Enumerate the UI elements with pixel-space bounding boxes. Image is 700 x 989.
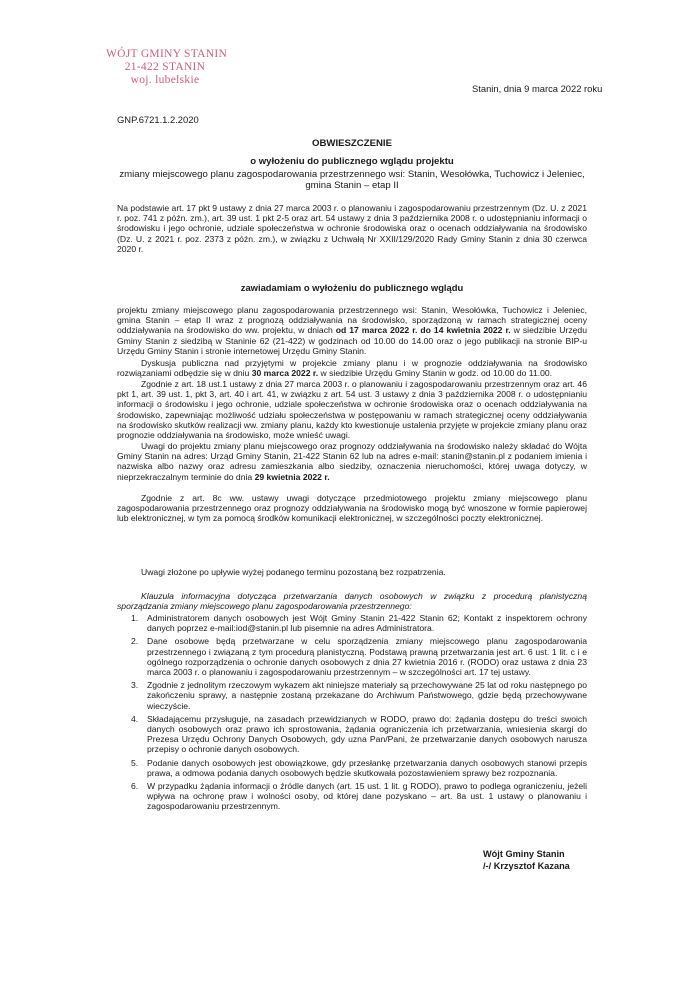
list-item-number: 1. [131, 613, 139, 623]
gdpr-clause-list [117, 613, 587, 815]
document-subtitle: o wyłożeniu do publicznego wglądu projektu [250, 156, 454, 167]
list-item [117, 781, 587, 812]
stamp-line-postal: 21-422 STANIN [124, 61, 206, 73]
list-item [117, 613, 587, 633]
list-item [117, 714, 587, 755]
list-item-text: Dane osobowe będą przetwarzane w celu sporządzenia zmiany miejscowego planu zagospodarowania przestrzennego i związaną z tym procedurą planistyczną. Podstawą prawną przetwarzania jest art. 6 ust. 1 lit. c i e ogólnego rozporządzenia o ochronie danych osobowych z dnia 27 kwietnia 2016 r. (RODO) oraz ustawa z dnia 23 marca 2003 r. o planowaniu i zagospodarowaniu przestrzennym – w szczególności art. 17 tej ustawy. [147, 636, 587, 678]
signature-name: /-/ Krzysztof Kazana [483, 861, 570, 871]
exhibition-text-2: w siedzibie Urzędu Gminy Stanin z siedzibą w Staninie 62 (21-422) w godzinach od 10.00 do 14.00 oraz o jego publikacji na stronie BIP-u Urzędu Gminy Stanin i stronie internetowej Urzędu Gminy Stanin. [117, 325, 587, 356]
discussion-paragraph [117, 358, 587, 378]
document-title: OBWIESZCZENIE [312, 138, 392, 149]
list-item [117, 758, 587, 778]
list-item-number: 2. [131, 636, 139, 647]
list-item-number: 6. [131, 781, 139, 792]
discussion-text-2: w siedzibie Urzędu Gminy Stanin w godz. od 10.00 do 11.00. [318, 368, 553, 379]
list-item-number: 3. [131, 680, 139, 691]
exhibition-text-1: projektu zmiany miejscowego planu zagospodarowania przestrzennego wsi: Stanin, Wesołówka, Tuchowicz i Jeleniec, gmina Stanin – etap II wraz z prognozą oddziaływania na środowisko, sporządzoną w ramach strategicznej oceny oddziaływania na środowisko do ww. projektu, w dniach [117, 305, 587, 336]
reference-number: GNP.6721.1.2.2020 [117, 114, 199, 125]
comments-right-paragraph: Zgodnie z art. 18 ust.1 ustawy z dnia 27 marca 2003 r. o planowaniu i zagospodarowaniu przestrzennym oraz art. 46 pkt 1, art. 39 ust. 1, pkt 3, art. 40 i art. 41, w związku z art. 54 ust. 3 ustawy z dnia 3 października 2008 r. o udostępnianiu informacji o środowisku i jego ochronie, udziale społeczeństwa w ochronie środowiska oraz o ocenach oddziaływania na środowisko, zapewniając możliwość udziału społeczeństwa w postępowaniu w ramach strategicznej oceny oddziaływania na środowisko skutków realizacji ww. zmiany planu, każdy kto kwestionuje ustalenia przyjęte w projekcie zmiany planu oraz prognozie oddziaływania na środowisko, może wnieść uwagi. [117, 379, 587, 441]
notice-heading: zawiadamiam o wyłożeniu do publicznego wglądu [240, 282, 464, 293]
exhibition-dates: od 17 marca 2022 r. do 14 kwietnia 2022 r. [335, 325, 511, 336]
discussion-text-1: Dyskusja publiczna nad przyjętymi w projekcie zmiany planu i w prognozie oddziaływania na środowisko rozwiązaniami odbędzie się w dniu [117, 358, 587, 379]
exhibition-paragraph [117, 305, 587, 356]
stamp-line-office: WÓJT GMINY STANIN [106, 48, 228, 60]
comments-form-paragraph: Zgodnie z art. 8c ww. ustawy uwagi dotyczące przedmiotowego projektu zmiany miejscowego planu zagospodarowania przestrzennego oraz prognozy oddziaływania na środowisko mogą być wnoszone w formie papierowej lub elektronicznej, w tym za pomocą środków komunikacji elektronicznej, w szczególności poczty elektronicznej. [117, 493, 587, 524]
discussion-date: 30 marca 2022 r. [251, 368, 319, 379]
signature-block [483, 848, 570, 872]
office-stamp [106, 48, 228, 87]
list-item-text: W przypadku żądania informacji o źródle danych (art. 15 ust. 1 lit. g RODO), prawo to podlega ograniczeniu, jeżeli wpływa na ochronę praw i wolności osoby, od której dane pozyskano – art. 8a ust. 1 ustawy o planowaniu i zagospodarowaniu przestrzennym. [147, 781, 587, 812]
list-item-text: Składającemu przysługuje, na zasadach przewidzianych w RODO, prawo do: żądania dostępu do treści swoich danych osobowych oraz prawo ich sprostowania, żądania ograniczenia ich przetwarzania, wniesienia skargi do Prezesa Urzędu Ochrony Danych Osobowych, gdy uzna Pan/Pani, że przetwarzanie danych osobowych narusza przepisy o ochronie danych osobowych. [147, 713, 587, 755]
gdpr-clause-intro: Klauzula informacyjna dotycząca przetwarzania danych osobowych w związku z procedurą planistyczną sporządzania zmiany miejscowego planu zagospodarowania przestrzennego: [117, 591, 587, 612]
stamp-line-voivodeship: woj. lubelskie [130, 74, 200, 86]
list-item-text: Administratorem danych osobowych jest Wójt Gminy Stanin 21-422 Stanin 62; Kontakt z inspektorem ochrony danych poprzez e-mail:iod@stanin.pl lub pisemnie na adres Administratora. [147, 613, 587, 634]
late-comments-paragraph: Uwagi złożone po upływie wyżej podanego terminu pozostaną bez rozpatrzenia. [141, 567, 446, 577]
legal-basis-paragraph: Na podstawie art. 17 pkt 9 ustawy z dnia 27 marca 2003 r. o planowaniu i zagospodarowaniu przestrzennym (Dz. U. z 2021 r. poz. 741 z późn. zm.), art. 39 ust. 1 pkt 2-5 oraz art. 54 ustawy z dnia 3 października 2008 r. o udostępnianiu informacji o środowisku i jego ochronie, udziale społeczeństwa w ochronie środowiska oraz o ocenach oddziaływania na środowisko (Dz. U. z 2021 r. poz. 2373 z późn. zm.), w związku z Uchwałą Nr XXII/129/2020 Rady Gminy Stanin z dnia 30 czerwca 2020 r. [117, 203, 587, 254]
comments-submission-paragraph [117, 441, 587, 482]
submission-deadline: 29 kwietnia 2022 r. [254, 471, 330, 482]
signature-title: Wójt Gminy Stanin [483, 849, 565, 859]
document-subject: zmiany miejscowego planu zagospodarowania przestrzennego wsi: Stanin, Wesołówka, Tuchowicz i Jeleniec, gmina Stanin – etap II [119, 169, 585, 191]
document-date: Stanin, dnia 9 marca 2022 roku [472, 83, 603, 94]
list-item-number: 4. [131, 713, 139, 724]
list-item-text: Podanie danych osobowych jest obowiązkowe, gdy przesłankę przetwarzania danych osobowych stanowi przepis prawa, a odmowa podania danych osobowych będzie skutkowała pozostawieniem sprawy bez rozpoznania. [147, 757, 587, 778]
list-item-number: 5. [131, 757, 139, 768]
list-item-text: Zgodnie z jednolitym rzeczowym wykazem akt niniejsze materiały są przechowywane 25 lat od roku następnego po zakończeniu sprawy, a następnie zostaną przekazane do Archiwum Państwowego, gdzie będą przechowywane wieczyście. [147, 680, 587, 711]
list-item [117, 636, 587, 677]
list-item [117, 680, 587, 711]
submission-text-1: Uwagi do projektu zmiany planu miejscowego oraz prognozy oddziaływania na środowisko należy składać do Wójta Gminy Stanin na adres: Urząd Gminy Stanin, 21-422 Stanin 62 lub na adres e-mail: stanin@stanin.pl z podaniem imienia i nazwiska albo nazwy oraz adresu zamieszkania albo siedziby, oznaczenia nieruchomości, której uwaga dotyczy, w nieprzekraczalnym terminie do dnia [117, 441, 587, 482]
